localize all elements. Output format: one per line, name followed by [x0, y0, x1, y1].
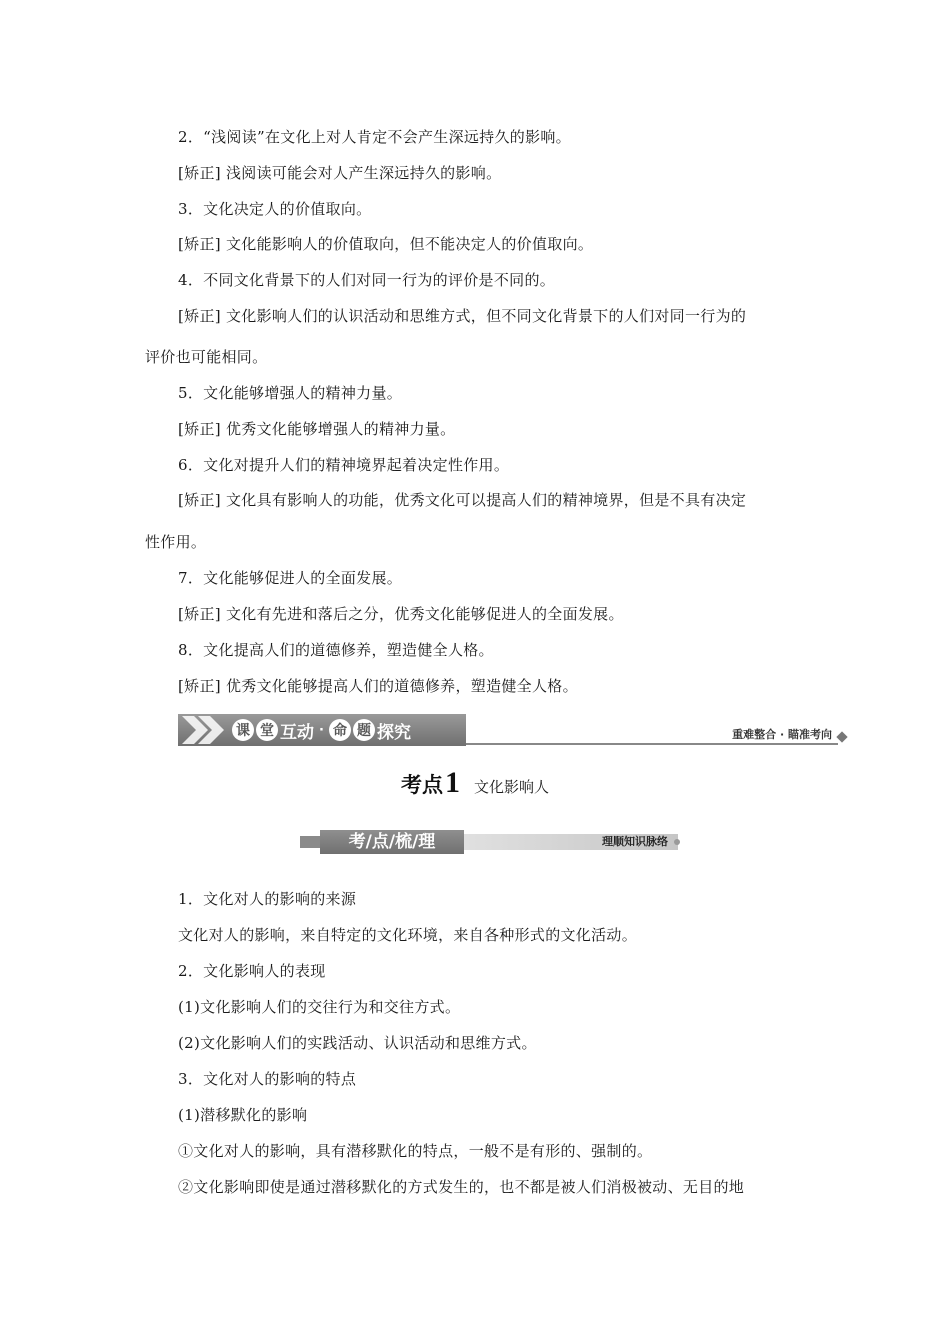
banner-char: 题 [353, 719, 375, 741]
banner-char: 命 [329, 719, 351, 741]
text-line: 3．文化对人的影响的特点 [178, 1070, 357, 1088]
banner-text: 互动 [280, 722, 314, 743]
sub-banner-subtitle: 理顺知识脉络 [602, 835, 668, 848]
text-line: [矫正] 优秀文化能够提高人们的道德修养，塑造健全人格。 [178, 677, 578, 695]
topic-number: 1 [444, 766, 460, 799]
banner-dot: · [319, 722, 324, 738]
text-line: 7．文化能够促进人的全面发展。 [178, 569, 403, 587]
diamond-icon [836, 731, 847, 742]
text-line: 5．文化能够增强人的精神力量。 [178, 384, 403, 402]
sub-banner-title: 考/点/梳/理 [320, 830, 464, 854]
text-line: 评价也可能相同。 [145, 348, 268, 366]
text-line: [矫正] 浅阅读可能会对人产生深远持久的影响。 [178, 164, 502, 182]
banner-title [232, 718, 411, 742]
text-line: (1)潜移默化的影响 [178, 1106, 308, 1124]
banner-text: 探究 [376, 722, 411, 743]
topic-text: 文化影响人 [473, 778, 549, 796]
topic-label: 考点 [400, 772, 443, 797]
text-line: [矫正] 文化有先进和落后之分，优秀文化能够促进人的全面发展。 [178, 605, 624, 623]
text-line: (2)文化影响人们的实践活动、认识活动和思维方式。 [178, 1034, 537, 1052]
text-line: 文化对人的影响，来自特定的文化环境，来自各种形式的文化活动。 [178, 926, 638, 944]
topic-heading [0, 766, 950, 800]
text-line: 4．不同文化背景下的人们对同一行为的评价是不同的。 [178, 271, 556, 289]
text-line: 6．文化对提升人们的精神境界起着决定性作用。 [178, 456, 510, 474]
dot-icon [674, 839, 680, 845]
chevron-arrows-icon [178, 714, 232, 746]
text-line: 3．文化决定人的价值取向。 [178, 200, 372, 218]
text-line: [矫正] 文化影响人们的认识活动和思维方式，但不同文化背景下的人们对同一行为的 [178, 307, 747, 325]
banner-char: 课 [232, 719, 254, 741]
text-line: [矫正] 文化能影响人的价值取向，但不能决定人的价值取向。 [178, 235, 594, 253]
text-line: [矫正] 优秀文化能够增强人的精神力量。 [178, 420, 456, 438]
text-line: 8．文化提高人们的道德修养，塑造健全人格。 [178, 641, 494, 659]
section-banner [178, 714, 848, 746]
text-line: 性作用。 [145, 533, 207, 551]
text-line: (1)文化影响人们的交往行为和交往方式。 [178, 998, 461, 1016]
text-line: 2．文化影响人的表现 [178, 962, 326, 980]
text-line: ①文化对人的影响，具有潜移默化的特点，一般不是有形的、强制的。 [178, 1142, 653, 1160]
banner-rule [466, 743, 838, 745]
sub-banner [300, 830, 682, 854]
text-line: ②文化影响即使是通过潜移默化的方式发生的，也不都是被人们消极被动、无目的地 [178, 1178, 745, 1196]
sub-banner-left-bar [300, 836, 320, 848]
text-line: 1．文化对人的影响的来源 [178, 890, 357, 908]
banner-subtitle: 重难整合 · 瞄准考向 [732, 728, 832, 741]
text-line: 2．“浅阅读”在文化上对人肯定不会产生深远持久的影响。 [178, 128, 571, 146]
text-line: [矫正] 文化具有影响人的功能，优秀文化可以提高人们的精神境界，但是不具有决定 [178, 491, 747, 509]
banner-char: 堂 [256, 719, 278, 741]
